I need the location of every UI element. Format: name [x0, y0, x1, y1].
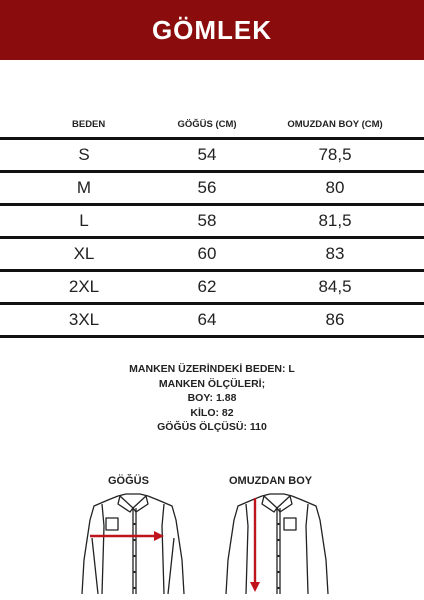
- size-cell: 3XL: [68, 310, 100, 329]
- model-info: [0, 362, 424, 435]
- chest-cell: 62: [197, 277, 217, 296]
- button-icons: [133, 523, 135, 589]
- length-cell: 83: [325, 244, 345, 263]
- column-header-length: OMUZDAN BOY (CM): [287, 119, 383, 130]
- table-row: [0, 140, 424, 173]
- model-weight-line: KİLO: 82: [190, 406, 234, 419]
- length-figure-label: OMUZDAN BOY: [229, 475, 313, 487]
- chest-figure-label: GÖĞÜS: [108, 475, 149, 487]
- table-row: [0, 206, 424, 239]
- model-chest-line: GÖĞÜS ÖLÇÜSÜ: 110: [157, 421, 267, 433]
- size-cell: 2XL: [68, 277, 100, 296]
- button-icons: [277, 523, 279, 589]
- table-row: [0, 305, 424, 338]
- table-header: [0, 112, 424, 140]
- length-cell: 78,5: [318, 145, 352, 164]
- shirt-chest-diagram: [78, 490, 188, 594]
- chest-cell: 64: [197, 310, 217, 329]
- chest-cell: 60: [197, 244, 217, 263]
- shirt-length-diagram: [222, 490, 332, 594]
- chest-cell: 56: [197, 178, 217, 197]
- size-table: [0, 112, 424, 338]
- size-cell: S: [78, 145, 90, 164]
- length-cell: 80: [325, 178, 345, 197]
- size-cell: M: [76, 178, 92, 197]
- chest-cell: 58: [197, 211, 217, 230]
- model-size-line: MANKEN ÜZERİNDEKİ BEDEN: L: [129, 363, 295, 375]
- table-row: [0, 272, 424, 305]
- length-cell: 81,5: [318, 211, 352, 230]
- size-cell: XL: [73, 244, 95, 263]
- title-banner: [0, 0, 424, 60]
- table-row: [0, 173, 424, 206]
- chest-arrow-icon: [90, 531, 164, 541]
- chest-cell: 54: [197, 145, 217, 164]
- model-measurements-heading: MANKEN ÖLÇÜLERİ;: [158, 377, 266, 390]
- column-header-chest: GÖĞÜS (CM): [177, 119, 237, 130]
- length-arrow-icon: [250, 498, 260, 592]
- length-cell: 84,5: [318, 277, 352, 296]
- shirt-outline-icon: [226, 494, 328, 594]
- shirt-outline-icon: [82, 494, 184, 594]
- page-title: GÖMLEK: [151, 14, 273, 45]
- model-height-line: BOY: 1.88: [187, 392, 237, 404]
- column-header-size: BEDEN: [72, 119, 106, 130]
- length-cell: 86: [325, 310, 345, 329]
- table-row: [0, 239, 424, 272]
- size-cell: L: [79, 211, 89, 230]
